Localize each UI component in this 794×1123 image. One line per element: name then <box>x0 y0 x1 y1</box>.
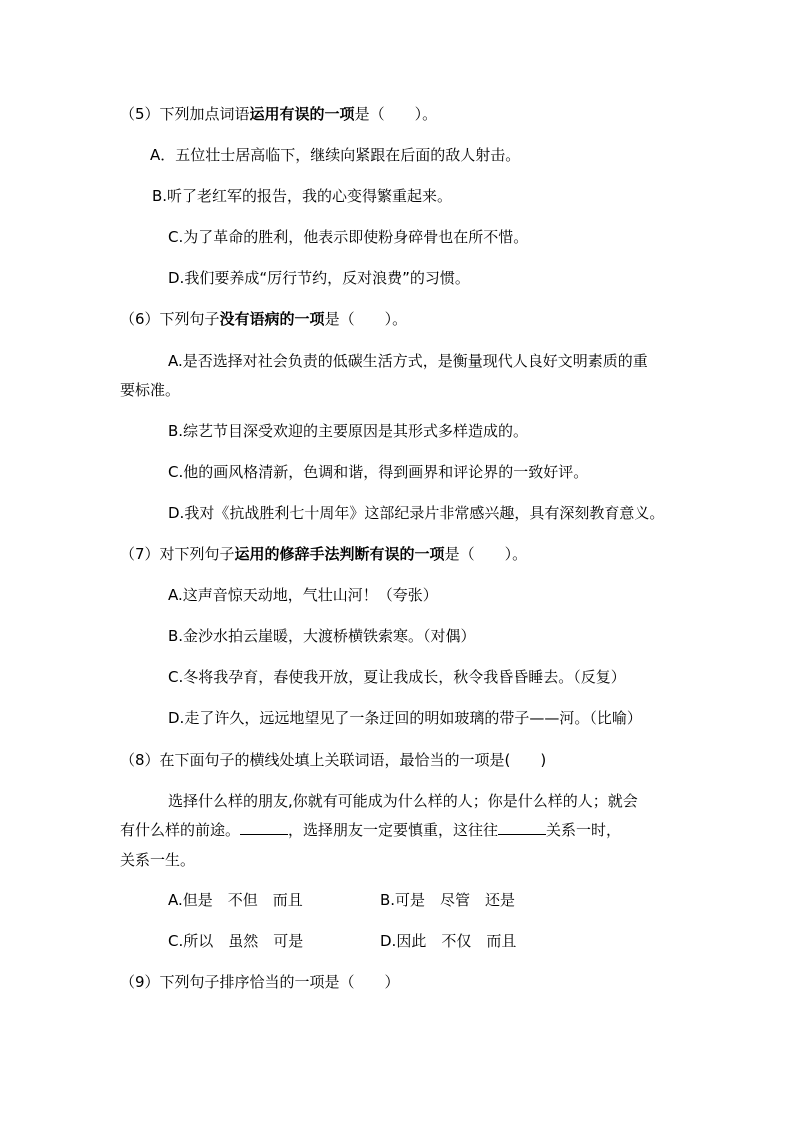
q8-passage-2b: ，选择朋友一定要慎重，这往往 <box>288 821 499 839</box>
q7-bold: 运用的修辞手法判断有误的一项 <box>234 545 445 563</box>
q7-option-a: A.这声音惊天动地，气壮山河！（夸张） <box>168 586 438 604</box>
q8-blank-1 <box>240 820 288 835</box>
q8-option-c: C.所以 虽然 可是 <box>168 932 304 950</box>
q8-passage-line2 <box>120 820 621 840</box>
q7-option-d: D.走了许久，远远地望见了一条迂回的明如玻璃的带子——河。（比喻） <box>168 709 642 727</box>
q6-pre: （6）下列句子 <box>120 310 220 328</box>
question-6-stem <box>120 309 407 329</box>
q8-option-b: B.可是 尽管 还是 <box>380 891 516 909</box>
question-9-stem: （9）下列句子排序恰当的一项是（ ） <box>120 973 400 991</box>
q6-option-d: D.我对《抗战胜利七十周年》这部纪录片非常感兴趣，具有深刻教育意义。 <box>168 504 665 522</box>
q6-post: 是（ ）。 <box>324 310 408 328</box>
q6-option-c: C.他的画风格清新，色调和谐，得到画界和评论界的一致好评。 <box>168 463 589 481</box>
question-7-stem <box>120 544 527 564</box>
q8-passage-2c: 关系一时， <box>546 821 622 839</box>
q8-passage-line3: 关系一生。 <box>120 851 196 869</box>
q7-option-b: B.金沙水拍云崖暖，大渡桥横铁索寒。（对偶） <box>168 627 476 645</box>
q7-post: 是（ ）。 <box>444 545 528 563</box>
q6-option-a-line2: 要标准。 <box>120 381 181 399</box>
q8-option-d: D.因此 不仅 而且 <box>380 932 517 950</box>
q7-pre: （7）对下列句子 <box>120 545 235 563</box>
q8-passage-2a: 有什么样的前途。 <box>120 821 241 839</box>
q6-option-a-line1: A.是否选择对社会负责的低碳生活方式，是衡量现代人良好文明素质的重 <box>168 352 648 370</box>
q5-option-c: C.为了革命的胜利，他表示即使粉身碎骨也在所不惜。 <box>168 228 529 246</box>
q8-option-a: A.但是 不但 而且 <box>168 891 303 909</box>
q5-post: 是（ ）。 <box>354 105 438 123</box>
q5-bold: 运用有误的一项 <box>249 105 355 123</box>
q8-passage-line1: 选择什么样的朋友,你就有可能成为什么样的人；你是什么样的人；就会 <box>168 792 638 810</box>
q7-option-c: C.冬将我孕育，春使我开放，夏让我成长，秋令我昏昏睡去。（反复） <box>168 668 626 686</box>
q6-bold: 没有语病的一项 <box>219 310 325 328</box>
q8-blank-2 <box>498 820 546 835</box>
q6-option-b: B.综艺节目深受欢迎的主要原因是其形式多样造成的。 <box>168 422 529 440</box>
q5-option-d: D.我们要养成“厉行节约，反对浪费”的习惯。 <box>168 269 470 287</box>
q5-option-b: B.听了老红军的报告，我的心变得繁重起来。 <box>152 187 453 205</box>
question-8-stem: （8）在下面句子的横线处填上关联词语，最恰当的一项是( ) <box>120 751 547 769</box>
q5-option-a: A．五位壮士居高临下，继续向紧跟在后面的敌人射击。 <box>150 146 521 164</box>
q5-pre: （5）下列加点词语 <box>120 105 250 123</box>
question-5-stem <box>120 104 437 124</box>
